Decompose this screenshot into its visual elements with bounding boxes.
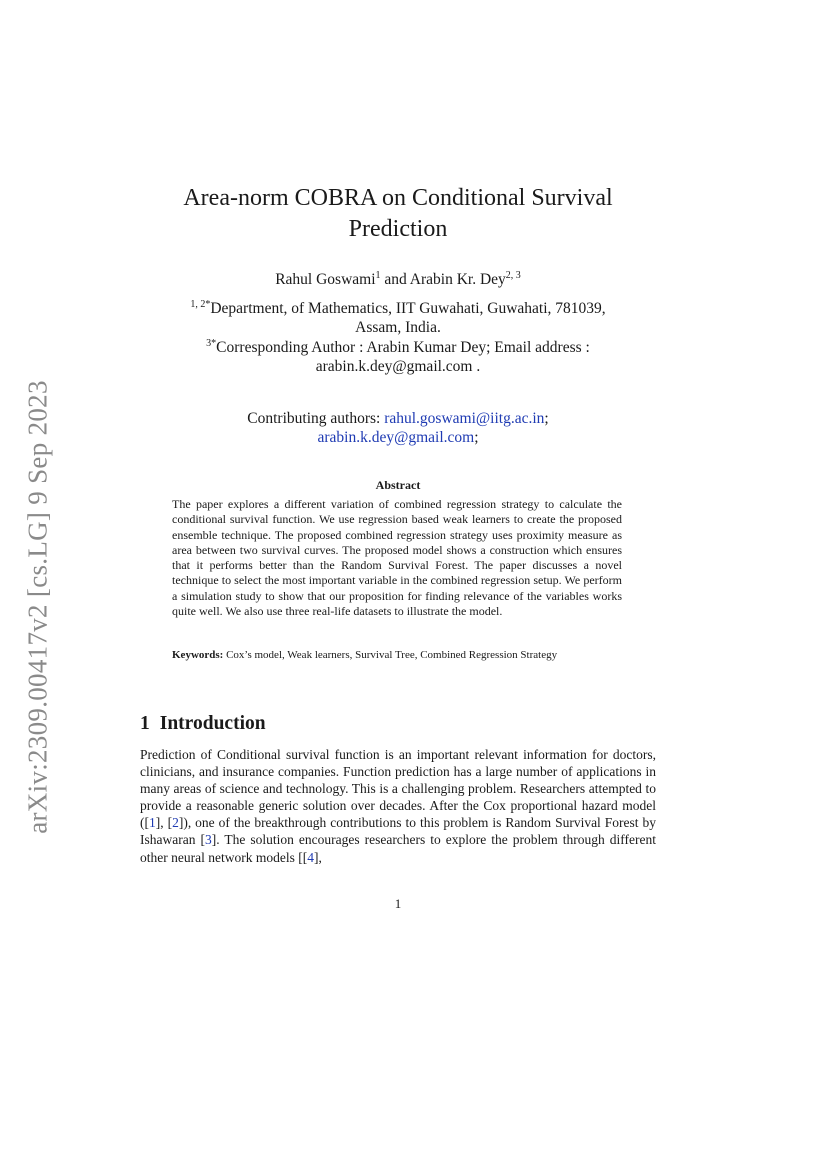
citation-link[interactable]: 2 xyxy=(172,815,179,831)
citation-link[interactable]: 4 xyxy=(307,849,314,865)
title-line-1: Area-norm COBRA on Conditional Survival xyxy=(183,185,613,211)
section-heading xyxy=(140,713,266,735)
affiliation xyxy=(140,299,656,337)
body-text: ]. The solution encourages researchers to explore the problem through different other neural network models [[ xyxy=(140,832,657,865)
keywords-label: Keywords: xyxy=(172,649,224,661)
abstract-heading: Abstract xyxy=(375,478,421,492)
title-line-2: Prediction xyxy=(348,216,448,242)
contrib-separator: ; xyxy=(544,410,549,427)
email-link[interactable]: arabin.k.dey@gmail.com xyxy=(317,429,475,446)
author-conjunction: and xyxy=(380,271,410,288)
arxiv-identifier[interactable]: arXiv:2309.00417v2 [cs.LG] 9 Sep 2023 xyxy=(22,380,53,834)
author-name: Rahul Goswami xyxy=(275,271,376,288)
email-link[interactable]: rahul.goswami@iitg.ac.in xyxy=(384,410,545,427)
page-number: 1 xyxy=(394,896,402,911)
affil-line-1: Department, of Mathematics, IIT Guwahati, Guwahati, 781039, xyxy=(210,300,606,317)
author-affil-mark: 2, 3 xyxy=(505,269,521,281)
body-text: Prediction of Conditional survival function is an important relevant information for doctors, clinicians, and insurance companies. Function prediction has a large number of applications in many areas of science and technology. This is a challenging problem. Researchers attempted to provide a reasonable generic solution over decades. After the Cox proportional hazard model ([ xyxy=(140,747,656,831)
contrib-label: Contributing authors: xyxy=(247,410,385,427)
author-list xyxy=(140,270,656,289)
keywords-line xyxy=(172,648,642,662)
body-text: ]), one of the breakthrough contributions to this problem is Random Survival Forest by Ishawaran [ xyxy=(140,815,656,848)
author-name: Arabin Kr. Dey xyxy=(409,271,506,288)
affil-mark: 1, 2* xyxy=(190,298,211,310)
section-title: Introduction xyxy=(159,713,266,734)
paper-title xyxy=(140,183,656,245)
body-text: ], xyxy=(313,849,322,865)
contrib-separator: ; xyxy=(474,429,479,446)
body-text: ], [ xyxy=(155,815,173,831)
corresp-mark: 3* xyxy=(206,337,217,349)
introduction-paragraph xyxy=(140,746,656,866)
corresp-line-1: Corresponding Author : Arabin Kumar Dey; Email address : xyxy=(216,339,590,356)
keywords-list: Cox’s model, Weak learners, Survival Tree, Combined Regression Strategy xyxy=(223,649,558,661)
corresp-line-2: arabin.k.dey@gmail.com . xyxy=(315,358,481,375)
citation-link[interactable]: 3 xyxy=(204,832,212,848)
author-affil-mark: 1 xyxy=(375,269,381,281)
corresponding-author xyxy=(140,338,656,376)
abstract-text: The paper explores a different variation of combined regression strategy to calculate the conditional survival function. We use regression based weak learners to create the proposed ensemble technique. The proposed combined regression strategy uses proximity measure as area between two survival curves. The proposed model shows a construction which ensures that it performs better than the Random Survival Forest. The paper discusses a novel technique to select the most important variable in the combined regression setup. We perform a simulation study to show that our proposition for finding relevance of the variables works quite well. We also use three real-life datasets to illustrate the model. xyxy=(172,497,622,619)
arxiv-sidebar xyxy=(18,372,58,842)
affil-line-2: Assam, India. xyxy=(355,319,441,336)
contributing-authors xyxy=(140,409,656,447)
citation-link[interactable]: 1 xyxy=(149,815,156,831)
section-number: 1 xyxy=(140,713,150,734)
